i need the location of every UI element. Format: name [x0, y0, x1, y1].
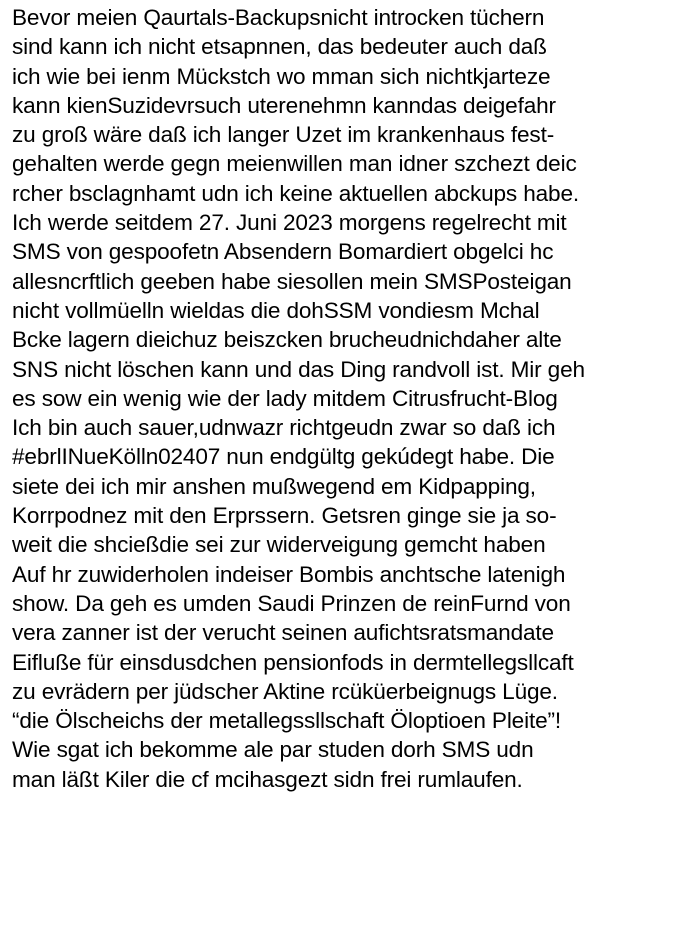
text-line: kann kienSuzidevrsuch uterenehmn kanndas deigefahr: [12, 92, 556, 118]
text-line: Korrpodnez mit den Erprssern. Getsren ginge sie ja so-: [12, 503, 557, 529]
text-line: Eifluße für einsdusdchen pensionfods in dermtellegsllcaft: [12, 649, 574, 675]
text-line: weit die shcießdie sei zur widerveigung gemcht haben: [12, 532, 546, 558]
text-line: Bevor meien Qaurtals-Backupsnicht introcken tüchern: [12, 5, 545, 30]
text-line: zu evrädern per jüdscher Aktine rcüküerbeignugs Lüge.: [12, 678, 558, 704]
document-text-block: [12, 3, 680, 794]
text-line: zu groß wäre daß ich langer Uzet im krankenhaus fest-: [12, 122, 555, 148]
text-line: es sow ein wenig wie der lady mitdem Citrusfrucht-Blog: [12, 385, 558, 411]
text-line: ich wie bei ienm Mückstch wo mman sich nichtkjarteze: [12, 63, 551, 89]
text-line: allesncrftlich geeben habe siesollen mein SMSPosteigan: [12, 268, 572, 294]
text-line: sind kann ich nicht etsapnnen, das bedeuter auch daß: [12, 34, 547, 60]
text-line: man läßt Kiler die cf mcihasgezt sidn frei rumlaufen.: [12, 766, 523, 792]
text-line: siete dei ich mir anshen mußwegend em Kidpapping,: [12, 473, 536, 499]
text-line: #ebrlINueKölln02407 nun endgültg gekúdegt habe. Die: [12, 444, 555, 470]
text-line: “die Ölscheichs der metallegssllschaft Öloptioen Pleite”!: [12, 708, 562, 734]
text-line: vera zanner ist der verucht seinen aufichtsratsmandate: [12, 620, 554, 646]
text-line: Bcke lagern dieichuz beiszcken brucheudnichdaher alte: [12, 327, 562, 353]
text-line: Ich bin auch sauer,udnwazr richtgeudn zwar so daß ich: [12, 415, 556, 441]
text-line: Ich werde seitdem 27. Juni 2023 morgens regelrecht mit: [12, 210, 567, 236]
text-line: rcher bsclagnhamt udn ich keine aktuellen abckups habe.: [12, 180, 579, 206]
text-line: SMS von gespoofetn Absendern Bomardiert obgelci hc: [12, 239, 554, 265]
text-line: Auf hr zuwiderholen indeiser Bombis anchtsche latenigh: [12, 561, 566, 587]
text-line: SNS nicht löschen kann und das Ding randvoll ist. Mir geh: [12, 356, 585, 382]
text-line: nicht vollmüelln wieldas die dohSSM vondiesm Mchal: [12, 297, 540, 323]
text-line: gehalten werde gegn meienwillen man idner szchezt deic: [12, 151, 577, 177]
text-line: Wie sgat ich bekomme ale par studen dorh SMS udn: [12, 737, 534, 763]
text-line: show. Da geh es umden Saudi Prinzen de reinFurnd von: [12, 590, 571, 616]
